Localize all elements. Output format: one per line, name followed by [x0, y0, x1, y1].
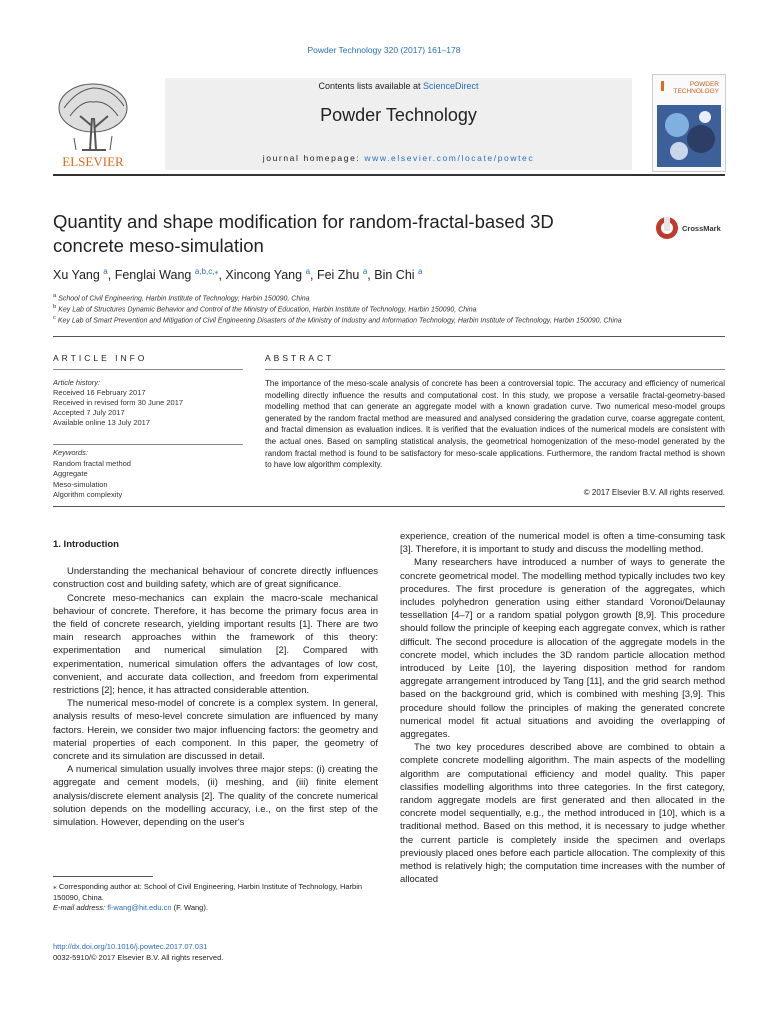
contents-line [165, 81, 632, 91]
keywords [53, 448, 243, 501]
sciencedirect-link[interactable]: ScienceDirect [423, 81, 479, 91]
abstract-bottom-rule [53, 506, 725, 507]
body-paragraph: The two key procedures described above are combined to obtain a complete concrete modelling algorithm. The main aspects of the modelling algorithm are computational efficiency and model quality. This paper classifies modelling algorithms into three categories. In the first category, random aggregate models are first generated and then allocated in the concrete model sequentially, e.g., the method introduced in [10], which is a traditional method. Based on this method, it is necessary to judge whether the current particle is completely inside the specimen and overlaps previously placed ones before each particle allocation. The complexity of this method is relatively high; the computation time increases with the number of allocated [400, 742, 725, 886]
contents-prefix: Contents lists available at [318, 81, 424, 91]
affiliation-text: School of Civil Engineering, Harbin Institute of Technology, Harbin 150090, China [58, 295, 310, 303]
history-item: Accepted 7 July 2017 [53, 408, 125, 417]
affiliation-mark: a [53, 293, 57, 299]
affiliation-text: Key Lab of Smart Prevention and Mitigation of Civil Engineering Disasters of the Ministry of Industry and Information Technology, Harbin Institute of Technology, Harbin 150090, China [57, 317, 622, 325]
homepage-link[interactable]: www.elsevier.com/locate/powtec [364, 153, 535, 163]
affiliation-rule [53, 336, 725, 337]
affiliation-a [53, 293, 310, 302]
author-affiliation-mark[interactable]: a [103, 267, 108, 276]
author-name[interactable]: Fei Zhu [316, 268, 360, 283]
cover-accent-bar [661, 81, 664, 91]
body-paragraph: Concrete meso-mechanics can explain the macro-scale mechanical behaviour of concrete. Therefore, it has become the primary focus area in the field of concrete research, yielding important results [1]. There are two main research approaches within the framework of this theory: experimentation and numerical simulation [2]. Compared with experimentation, numerical simulation offers the advantages of low cost, convenient, and accurate data collection, and freedom from experimental restrictions [2]; hence, it has attracted considerable attention. [53, 592, 378, 697]
footnote-email-line [53, 903, 378, 914]
body-paragraph: A numerical simulation usually involves three major steps: (i) creating the aggregate and cement models, (ii) meshing, and (iii) finite element analysis/discrete element analysis [2]. The quality of the concrete numerical solution depends on the modelling accuracy, i.e., on the first step of the simulation. However, depending on the user's [53, 764, 378, 829]
article-info-heading: ARTICLE INFO [53, 353, 148, 363]
abstract-rule [265, 369, 725, 370]
author-affiliation-mark[interactable]: a [418, 267, 423, 276]
affiliation-c [53, 315, 622, 324]
affiliation-text: Key Lab of Structures Dynamic Behavior and Control of the Ministry of Education, Harbin Institute of Technology, Harbin 150090, China [58, 306, 477, 314]
keyword-item: Algorithm complexity [53, 490, 123, 499]
keyword-item: Aggregate [53, 469, 88, 478]
elsevier-tree-logo[interactable] [52, 78, 134, 170]
body-paragraph: Understanding the mechanical behaviour of concrete directly influences construction cost and building safety, which are of great significance. [53, 566, 378, 591]
keywords-label: Keywords: [53, 448, 89, 457]
corresponding-author-footnote [53, 882, 378, 914]
history-item: Available online 13 July 2017 [53, 418, 151, 427]
header-rule [53, 174, 725, 176]
author-separator: , [218, 268, 226, 283]
history-rule [53, 444, 243, 445]
author-name[interactable]: Fenglai Wang [114, 268, 192, 283]
elsevier-wordmark: ELSEVIER [62, 154, 124, 169]
journal-reference[interactable]: Powder Technology 320 (2017) 161–178 [307, 45, 461, 55]
cover-image-icon [657, 105, 721, 167]
author-affiliation-mark[interactable]: a [362, 267, 368, 276]
keyword-item: Meso-simulation [53, 479, 108, 489]
issn-copyright: 0032-5910/© 2017 Elsevier B.V. All rights reserved. [53, 953, 224, 962]
cover-title [673, 81, 719, 95]
author-separator: , [310, 268, 317, 283]
journal-title: Powder Technology [320, 105, 477, 125]
history-item: Received 16 February 2017 [53, 388, 146, 397]
body-paragraph: experience, creation of the numerical model is often a time-consuming task [3]. Therefore, it is important to study and discuss the modelling method. [400, 531, 725, 556]
author-affiliation-mark[interactable]: a,b,c,⁎ [194, 267, 219, 276]
doi-link[interactable]: http://dx.doi.org/10.1016/j.powtec.2017.07.031 [53, 942, 208, 951]
author-name[interactable]: Bin Chi [374, 268, 415, 283]
author-list [53, 267, 422, 282]
keyword-item: Random fractal method [53, 458, 131, 468]
history-item: Received in revised form 30 June 2017 [53, 398, 184, 407]
affiliation-b [53, 304, 477, 313]
history-label: Article history: [53, 378, 101, 387]
crossmark-badge[interactable] [655, 214, 730, 244]
email-suffix: (F. Wang). [171, 903, 208, 912]
article-info-rule [53, 369, 243, 370]
affiliation-mark: c [53, 315, 56, 321]
article-title: Quantity and shape modification for random-fractal-based 3D concrete meso-simulation [53, 211, 554, 256]
homepage-line [165, 153, 632, 163]
footnote-corresponding: ⁎ Corresponding author at: School of Civil Engineering, Harbin Institute of Technology, Harbin 150090, China. [53, 882, 363, 902]
affiliation-mark: b [53, 304, 57, 310]
body-right-column [400, 530, 725, 886]
section-heading-introduction: 1. Introduction [53, 539, 119, 550]
author-affiliation-mark[interactable]: a [305, 267, 311, 276]
abstract-heading: ABSTRACT [265, 353, 335, 363]
homepage-prefix: journal homepage: [262, 153, 365, 163]
cover-title-line1: POWDER [689, 81, 719, 88]
journal-cover-thumbnail[interactable] [652, 74, 726, 172]
footnote-rule [53, 876, 153, 877]
abstract-copyright: © 2017 Elsevier B.V. All rights reserved. [583, 488, 725, 497]
author-name[interactable]: Xincong Yang [225, 268, 303, 283]
body-paragraph: Many researchers have introduced a number of ways to generate the concrete geometrical model. The modelling method typically includes two key procedures. The first procedure is generation of the aggregates, which includes polyhedron generation using either standard Voronoi/Delaunay tessellation [4–7] or a random spatial polygon growth [8,9]. This procedure should follow the principle of keeping each aggregate convex, which is rather difficult. The second procedure is allocation of the aggregate models in the concrete model, which includes the 3D random particle allocation method introduced by Leite [10], the layering disposition method for random aggregate arrangement introduced by Tang [11], and the grid search method based on the background grid, which is combined with meshing [3,9]. This procedure should follow the principles of making the generated concrete numerical model fit actual situations and avoiding the overlapping of aggregates. [400, 557, 725, 741]
email-label: E-mail address: [53, 903, 108, 912]
author-name[interactable]: Xu Yang [53, 268, 100, 283]
author-separator: , [107, 268, 115, 283]
body-paragraph: The numerical meso-model of concrete is a complex system. In general, analysis results of meso-level concrete simulation are influenced by many factors. Herein, we consider two major influencing factors: the geometry and material properties of each component. In this paper, the geometry of concrete and its simulation are discussed in detail. [53, 698, 378, 763]
crossmark-icon [655, 214, 679, 242]
body-left-column [53, 538, 378, 829]
email-link[interactable]: fl-wang@hit.edu.cn [107, 903, 172, 912]
crossmark-label: CrossMark [682, 224, 721, 233]
author-separator: , [367, 268, 375, 283]
abstract-text: The importance of the meso-scale analysis of concrete has been a controversial topic. The accuracy and efficiency of numerical modelling directly influence the results and computational cost. In this study, we propose a versatile fractal-geometry-based modelling method that can generate an aggregate model with a known gradation curve. Two numerical meso-model groups generated by the random fractal method are measured and analysed considering the gradation curve, coarse aggregate content, and fractal dimension as evaluation indices. It is verified that the evaluation indices of the numerical models are consistent with the actual ones. Based on sampling statistical analysis, the geometrical homogenization of the meso-model generated by the random fractal method is found to be satisfactory for meso-scale applications. Furthermore, the random fractal method is shown to have low algorithm complexity. [265, 379, 725, 470]
cover-title-line2: TECHNOLOGY [673, 88, 719, 95]
article-history [53, 378, 243, 428]
